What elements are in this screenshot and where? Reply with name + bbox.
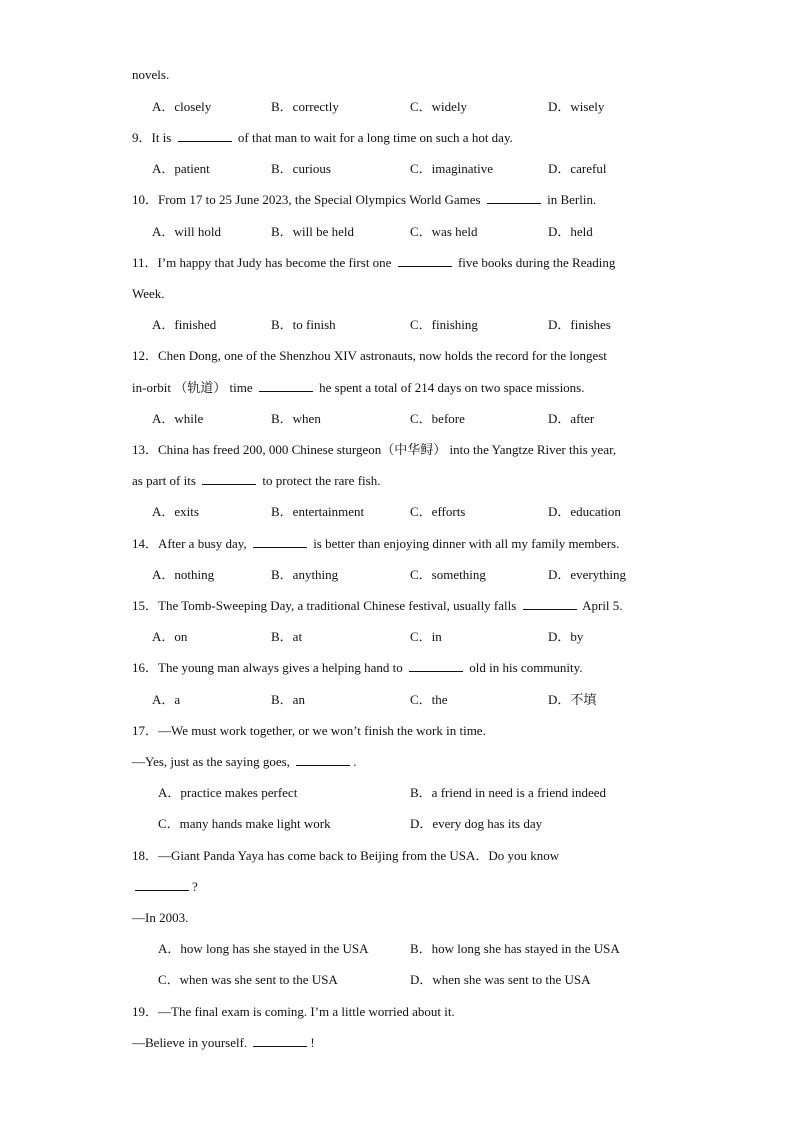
text-segment: 9．It is	[132, 130, 175, 145]
answer-option[interactable]: D．by	[548, 629, 584, 644]
answer-option[interactable]: A．finished	[152, 317, 217, 332]
answer-blank[interactable]	[487, 190, 541, 204]
answer-blank[interactable]	[135, 877, 189, 891]
text-segment: five books during the Reading	[454, 255, 616, 270]
answer-option[interactable]: D．wisely	[548, 99, 605, 114]
text-segment: April 5.	[579, 598, 623, 613]
answer-option[interactable]: C．in	[410, 629, 442, 644]
text-segment: 15．The Tomb-Sweeping Day, a traditional Chinese festival, usually falls	[132, 598, 520, 613]
answer-option[interactable]: D．不填	[548, 692, 597, 707]
question-text: 17．—We must work together, or we won’t finish the work in time.	[132, 723, 486, 738]
text-line	[0, 908, 794, 928]
text-segment: 11．I’m happy that Judy has become the first one	[132, 255, 395, 270]
answer-option[interactable]: A．a	[152, 692, 181, 707]
answer-option[interactable]: B．a friend in need is a friend indeed	[410, 785, 607, 800]
text-line	[0, 596, 794, 616]
text-line	[0, 128, 794, 148]
answer-blank[interactable]	[523, 596, 577, 610]
answer-option[interactable]: B．curious	[271, 161, 331, 176]
text-segment: 16．The young man always gives a helping hand to	[132, 660, 407, 675]
text-segment: as part of its	[132, 473, 200, 488]
answer-option[interactable]: C．something	[410, 567, 486, 582]
answer-option[interactable]: C．the	[410, 692, 448, 707]
question-text	[132, 1033, 315, 1053]
answer-option[interactable]: D．every dog has its day	[410, 816, 543, 831]
text-segment: in-orbit （轨道） time	[132, 380, 256, 395]
text-segment: to protect the rare fish.	[259, 473, 381, 488]
answer-option[interactable]: B．correctly	[271, 99, 339, 114]
answer-option[interactable]: D．education	[548, 504, 621, 519]
options-row	[0, 222, 794, 242]
question-text	[132, 877, 198, 897]
question-text: 13．China has freed 200, 000 Chinese sturgeon（中华鲟） into the Yangtze River this year,	[132, 442, 617, 457]
question-text: 19．—The final exam is coming. I’m a little worried about it.	[132, 1004, 455, 1019]
question-text: novels.	[132, 67, 170, 82]
answer-option[interactable]: D．finishes	[548, 317, 611, 332]
answer-option[interactable]: D．careful	[548, 161, 607, 176]
answer-option[interactable]: C．widely	[410, 99, 468, 114]
text-segment: in Berlin.	[543, 192, 597, 207]
text-segment: 14．After a busy day,	[132, 536, 250, 551]
question-text: Week.	[132, 286, 165, 301]
text-line	[0, 534, 794, 554]
answer-option[interactable]: A．will hold	[152, 224, 221, 239]
text-segment: —Believe in yourself.	[132, 1035, 251, 1050]
text-line	[0, 721, 794, 741]
answer-option[interactable]: D．when she was sent to the USA	[410, 972, 591, 987]
text-segment: !	[310, 1035, 315, 1050]
options-row	[0, 627, 794, 647]
answer-blank[interactable]	[253, 534, 307, 548]
options-row	[0, 970, 794, 990]
answer-option[interactable]: C．efforts	[410, 504, 466, 519]
text-line	[0, 877, 794, 897]
text-line	[0, 1002, 794, 1022]
text-segment: he spent a total of 214 days on two space missions.	[315, 380, 585, 395]
question-text: —In 2003.	[132, 910, 189, 925]
question-text: 12．Chen Dong, one of the Shenzhou XIV astronauts, now holds the record for the longest	[132, 348, 607, 363]
answer-blank[interactable]	[409, 658, 463, 672]
answer-option[interactable]: A．nothing	[152, 567, 215, 582]
answer-option[interactable]: B．how long she has stayed in the USA	[410, 941, 620, 956]
question-text	[132, 128, 513, 148]
options-row	[0, 315, 794, 335]
text-line	[0, 378, 794, 398]
answer-option[interactable]: D．everything	[548, 567, 626, 582]
text-segment: ?	[192, 879, 198, 894]
answer-blank[interactable]	[259, 378, 313, 392]
answer-option[interactable]: D．after	[548, 411, 595, 426]
answer-option[interactable]: A．how long has she stayed in the USA	[158, 941, 369, 956]
answer-option[interactable]: C．before	[410, 411, 465, 426]
question-text	[132, 471, 380, 491]
text-segment: is better than enjoying dinner with all my family members.	[309, 536, 620, 551]
answer-option[interactable]: C．imaginative	[410, 161, 494, 176]
text-segment: 10．From 17 to 25 June 2023, the Special Olympics World Games	[132, 192, 484, 207]
options-row	[0, 690, 794, 710]
text-line	[0, 440, 794, 460]
options-row	[0, 409, 794, 429]
question-text	[132, 190, 596, 210]
answer-option[interactable]: B．an	[271, 692, 305, 707]
question-text	[132, 596, 623, 616]
answer-option[interactable]: A．while	[152, 411, 204, 426]
options-row	[0, 159, 794, 179]
question-text	[132, 534, 619, 554]
text-line	[0, 284, 794, 304]
answer-option[interactable]: B．entertainment	[271, 504, 365, 519]
options-row	[0, 97, 794, 117]
text-segment: old in his community.	[466, 660, 583, 675]
text-line	[0, 253, 794, 273]
text-segment: of that man to wait for a long time on such a hot day.	[234, 130, 513, 145]
question-text	[132, 253, 615, 273]
text-line	[0, 658, 794, 678]
answer-option[interactable]: D．held	[548, 224, 593, 239]
answer-option[interactable]: C．finishing	[410, 317, 478, 332]
text-segment: —Yes, just as the saying goes,	[132, 754, 294, 769]
answer-option[interactable]: B．anything	[271, 567, 339, 582]
text-line	[0, 190, 794, 210]
answer-blank[interactable]	[202, 471, 256, 485]
text-line	[0, 471, 794, 491]
text-segment: .	[353, 754, 357, 769]
text-line	[0, 65, 794, 85]
answer-blank[interactable]	[253, 1033, 307, 1047]
answer-option[interactable]: B．will be held	[271, 224, 355, 239]
text-line	[0, 752, 794, 772]
answer-option[interactable]: A．practice makes perfect	[158, 785, 298, 800]
answer-option[interactable]: C．when was she sent to the USA	[158, 972, 338, 987]
options-row	[0, 939, 794, 959]
answer-option[interactable]: C．was held	[410, 224, 478, 239]
answer-option[interactable]: B．at	[271, 629, 303, 644]
question-text	[132, 658, 583, 678]
answer-option[interactable]: B．when	[271, 411, 321, 426]
question-text	[132, 752, 356, 772]
answer-option[interactable]: C．many hands make light work	[158, 816, 331, 831]
options-row	[0, 502, 794, 522]
question-text	[132, 378, 585, 398]
options-row	[0, 783, 794, 803]
answer-option[interactable]: A．closely	[152, 99, 212, 114]
answer-blank[interactable]	[398, 253, 452, 267]
answer-blank[interactable]	[178, 128, 232, 142]
options-row	[0, 814, 794, 834]
text-line	[0, 1033, 794, 1053]
answer-option[interactable]: B．to finish	[271, 317, 336, 332]
answer-blank[interactable]	[296, 752, 350, 766]
text-line	[0, 346, 794, 366]
answer-option[interactable]: A．exits	[152, 504, 199, 519]
options-row	[0, 565, 794, 585]
text-line	[0, 846, 794, 866]
answer-option[interactable]: A．patient	[152, 161, 210, 176]
answer-option[interactable]: A．on	[152, 629, 188, 644]
question-text: 18．—Giant Panda Yaya has come back to Beijing from the USA．Do you know	[132, 848, 560, 863]
